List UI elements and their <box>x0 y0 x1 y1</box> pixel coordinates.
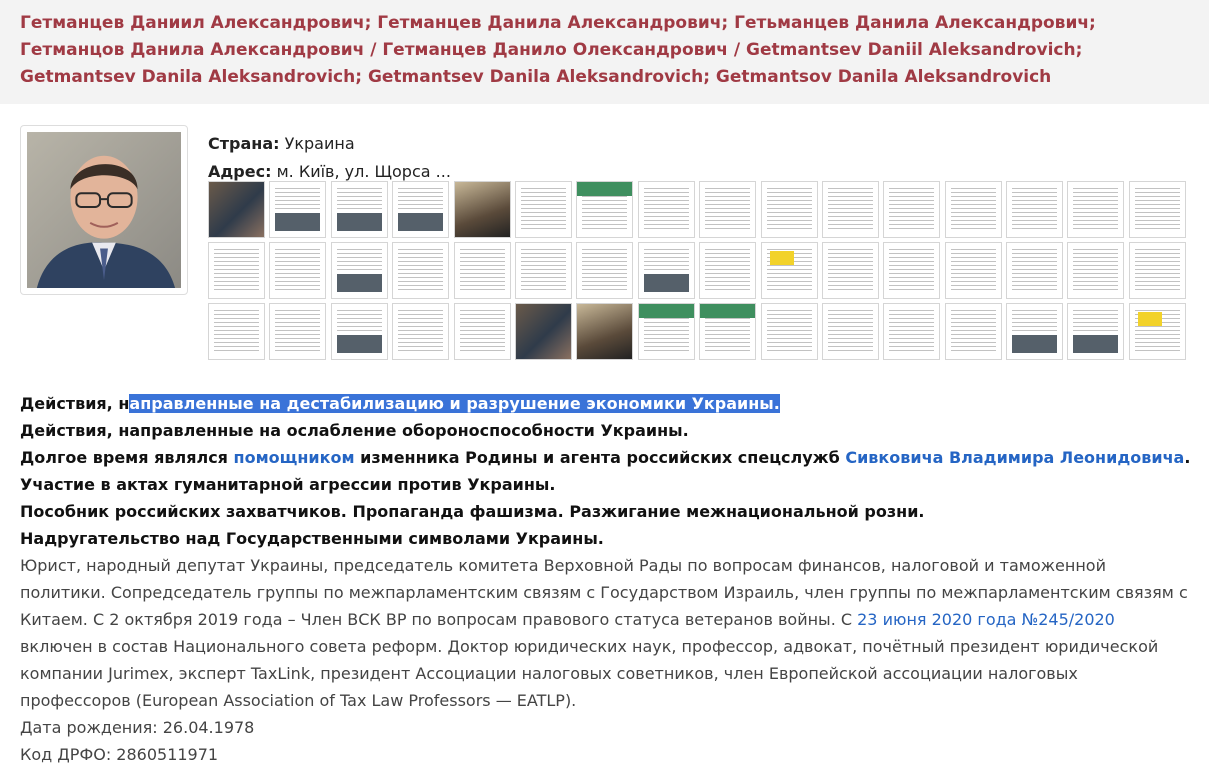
gallery-thumbnail[interactable] <box>454 242 511 299</box>
gallery-thumbnail[interactable] <box>883 242 940 299</box>
gallery-thumbnail[interactable] <box>638 181 695 238</box>
address-label: Адрес: <box>208 162 272 181</box>
gallery-thumbnail[interactable] <box>883 303 940 360</box>
gallery-thumbnail[interactable] <box>1129 242 1186 299</box>
document-thumbnail-gallery <box>208 181 1190 361</box>
gallery-thumbnail[interactable] <box>515 181 572 238</box>
gallery-thumbnail[interactable] <box>1067 303 1124 360</box>
statement-economy-prefix: Действия, н <box>20 394 130 413</box>
statement-assistant-part-a: Долгое время являлся <box>20 448 234 467</box>
statement-accomplice: Пособник российских захватчиков. Пропаганда фашизма. Разжигание межнациональной розни. <box>20 502 925 521</box>
profile-photo[interactable] <box>20 125 188 295</box>
gallery-thumbnail[interactable] <box>331 303 388 360</box>
gallery-thumbnail[interactable] <box>761 242 818 299</box>
gallery-thumbnail[interactable] <box>392 303 449 360</box>
gallery-thumbnail[interactable] <box>638 303 695 360</box>
page-header <box>0 0 1209 104</box>
gallery-thumbnail[interactable] <box>945 181 1002 238</box>
gallery-thumbnail[interactable] <box>1006 181 1063 238</box>
biography-text <box>20 552 1190 714</box>
statement-economy <box>20 390 1195 417</box>
gallery-thumbnail[interactable] <box>1067 242 1124 299</box>
gallery-thumbnail[interactable] <box>1067 181 1124 238</box>
country-row <box>208 130 451 158</box>
gallery-thumbnail[interactable] <box>761 303 818 360</box>
gallery-thumbnail[interactable] <box>945 242 1002 299</box>
statement-defense: Действия, направленные на ослабление обороноспособности Украины. <box>20 421 689 440</box>
gallery-thumbnail[interactable] <box>392 181 449 238</box>
gallery-thumbnail[interactable] <box>1006 242 1063 299</box>
gallery-thumbnail[interactable] <box>883 181 940 238</box>
person-portrait-image <box>27 132 181 288</box>
country-value: Украина <box>284 134 355 153</box>
gallery-thumbnail[interactable] <box>576 181 633 238</box>
gallery-thumbnail[interactable] <box>1129 181 1186 238</box>
gallery-thumbnail[interactable] <box>761 181 818 238</box>
gallery-thumbnail[interactable] <box>269 181 326 238</box>
gallery-thumbnail[interactable] <box>945 303 1002 360</box>
gallery-thumbnail[interactable] <box>269 303 326 360</box>
gallery-thumbnail[interactable] <box>208 181 265 238</box>
country-label: Страна: <box>208 134 280 153</box>
birth-date: Дата рождения: 26.04.1978 <box>20 718 255 737</box>
address-value: м. Київ, ул. Щорса ... <box>276 162 451 181</box>
statement-assistant <box>20 444 1195 471</box>
gallery-thumbnail[interactable] <box>699 303 756 360</box>
gallery-thumbnail[interactable] <box>822 242 879 299</box>
gallery-thumbnail[interactable] <box>638 242 695 299</box>
biography-part-a: Юрист, народный депутат Украины, председатель комитета Верховной Рады по вопросам финансов, налоговой и таможенной политики. Сопредседатель группы по межпарламентским связям с Государством Израиль, член группы по межпарламентским связям с Китаем. С 2 октября 2019 года – Член ВСК ВР по вопросам правового статуса ветеранов войны. С <box>20 556 1188 629</box>
gallery-thumbnail[interactable] <box>515 303 572 360</box>
gallery-thumbnail[interactable] <box>454 303 511 360</box>
biography <box>20 552 1190 768</box>
biography-part-b: включен в состав Национального совета реформ. Доктор юридических наук, профессор, адвокат, почётный президент юридической компании Jurimex, эксперт TaxLink, президент Ассоциации налоговых советников, член Европейской ассоциации налоговых профессоров (European Association of Tax Law Professors — EATLP). <box>20 637 1159 710</box>
gallery-thumbnail[interactable] <box>699 181 756 238</box>
gallery-thumbnail[interactable] <box>1006 303 1063 360</box>
gallery-thumbnail[interactable] <box>454 181 511 238</box>
drfo-code: Код ДРФО: 2860511971 <box>20 745 219 764</box>
gallery-thumbnail[interactable] <box>699 242 756 299</box>
statement-humanitarian: Участие в актах гуманитарной агрессии против Украины. <box>20 475 556 494</box>
sivkovich-link[interactable]: Сивковича Владимира Леонидовича <box>845 448 1185 467</box>
gallery-thumbnail[interactable] <box>331 181 388 238</box>
gallery-thumbnail[interactable] <box>822 181 879 238</box>
gallery-thumbnail[interactable] <box>331 242 388 299</box>
statement-assistant-part-b: изменника Родины и агента российских спецслужб <box>354 448 846 467</box>
gallery-thumbnail[interactable] <box>576 303 633 360</box>
accusations-list <box>20 390 1195 552</box>
gallery-thumbnail[interactable] <box>208 303 265 360</box>
profile-meta <box>208 130 451 186</box>
gallery-thumbnail[interactable] <box>1129 303 1186 360</box>
gallery-thumbnail[interactable] <box>392 242 449 299</box>
gallery-thumbnail[interactable] <box>515 242 572 299</box>
gallery-thumbnail[interactable] <box>576 242 633 299</box>
selected-text-highlight[interactable]: аправленные на дестабилизацию и разрушение экономики Украины. <box>129 394 780 413</box>
person-names-title: Гетманцев Даниил Александрович; Гетманцев Данила Александрович; Гетьманцев Данила Александрович; Гетманцов Данила Александрович / Гетманцев Данило Олександрович / Getmantsev Daniil Aleksandrovich; Getmantsev Danila Aleksandrovich; Getmantsev Danila Aleksandrovich; Getmantsov Danila Aleksandrovich <box>20 13 1096 87</box>
gallery-thumbnail[interactable] <box>269 242 326 299</box>
statement-assistant-part-c: . <box>1184 448 1191 467</box>
decree-link[interactable]: 23 июня 2020 года №245/2020 <box>857 610 1115 629</box>
statement-symbols: Надругательство над Государственными символами Украины. <box>20 529 604 548</box>
gallery-thumbnail[interactable] <box>822 303 879 360</box>
gallery-thumbnail[interactable] <box>208 242 265 299</box>
assistant-link[interactable]: помощником <box>233 448 355 467</box>
